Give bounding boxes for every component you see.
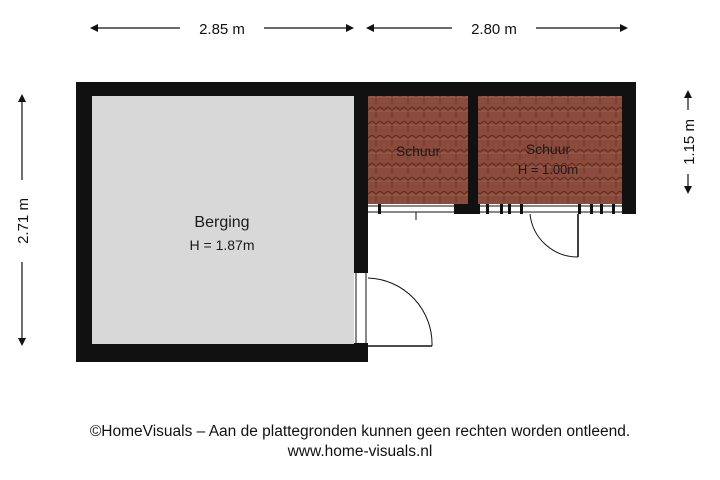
dimension-label: 2.85 m	[199, 21, 245, 38]
door-berging	[354, 270, 432, 346]
door-schuur-right	[530, 214, 578, 257]
room-berging	[76, 82, 368, 362]
dimension-top-right	[366, 21, 628, 38]
room-name-schuur-left: Schuur	[395, 143, 441, 159]
dimension-label: 2.71 m	[15, 198, 32, 244]
room-height-schuur-right: H = 1.00m	[517, 162, 579, 177]
arrow-left-icon	[366, 24, 374, 32]
dimension-top-left	[90, 21, 354, 38]
arrow-down-icon	[18, 338, 26, 346]
dimension-label: 1.15 m	[681, 119, 698, 165]
arrow-up-icon	[684, 90, 692, 98]
arrow-down-icon	[684, 186, 692, 194]
dimension-label: 2.80 m	[471, 21, 517, 38]
room-name-berging: Berging	[194, 214, 250, 231]
footer-website: www.home-visuals.nl	[287, 443, 433, 460]
footer-disclaimer: ©HomeVisuals – Aan de plattegronden kunnen geen rechten worden ontleend.	[89, 423, 631, 440]
dimension-right	[681, 90, 698, 194]
arrow-right-icon	[620, 24, 628, 32]
arrow-up-icon	[18, 94, 26, 102]
room-name-schuur-right: Schuur	[525, 141, 571, 157]
arrow-left-icon	[90, 24, 98, 32]
schuur-block	[354, 82, 636, 257]
arrow-right-icon	[346, 24, 354, 32]
dimension-left	[15, 94, 32, 346]
room-height-berging: H = 1.87m	[189, 237, 255, 253]
